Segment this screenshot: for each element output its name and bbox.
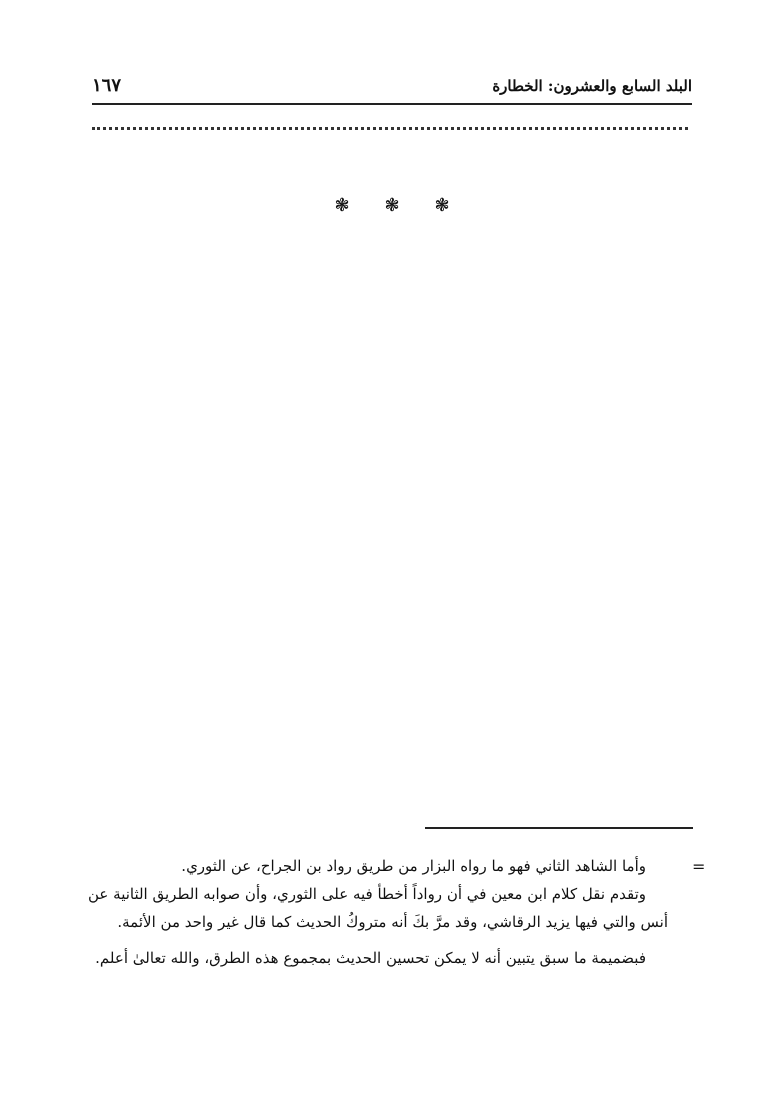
footnote-continuation-marker: = [692, 857, 706, 876]
star-ornament-icon: ❃ [434, 195, 450, 216]
dotted-separator-line [92, 127, 688, 130]
star-ornament-icon: ❃ [384, 195, 400, 216]
page-header [92, 74, 692, 106]
section-separator [332, 194, 452, 218]
footnote-paragraph: فبضميمة ما سبق يتبين أنه لا يمكن تحسين الحديث بمجموع هذه الطرق، والله تعالىٰ أعلم. [95, 949, 646, 967]
running-title: البلد السابع والعشرون: الخطارة [492, 77, 692, 95]
footnote-text [88, 852, 668, 972]
star-ornament-icon: ❃ [334, 195, 350, 216]
footnote-rule [425, 827, 693, 829]
footnote-paragraph: وأما الشاهد الثاني فهو ما رواه البزار من طريق رواد بن الجراح، عن الثوري. [181, 857, 646, 875]
footnote-paragraph: وتقدم نقل كلام ابن معين في أن رواداً أخطأ فيه على الثوري، وأن صوابه الطريق الثانية عن أنس والتي فيها يزيد الرقاشي، وقد مرَّ بكَ أنه متروكُ الحديث كما قال غير واحد من الأئمة. [88, 885, 668, 931]
header-rule [92, 103, 692, 105]
page-number: ١٦٧ [92, 75, 122, 96]
